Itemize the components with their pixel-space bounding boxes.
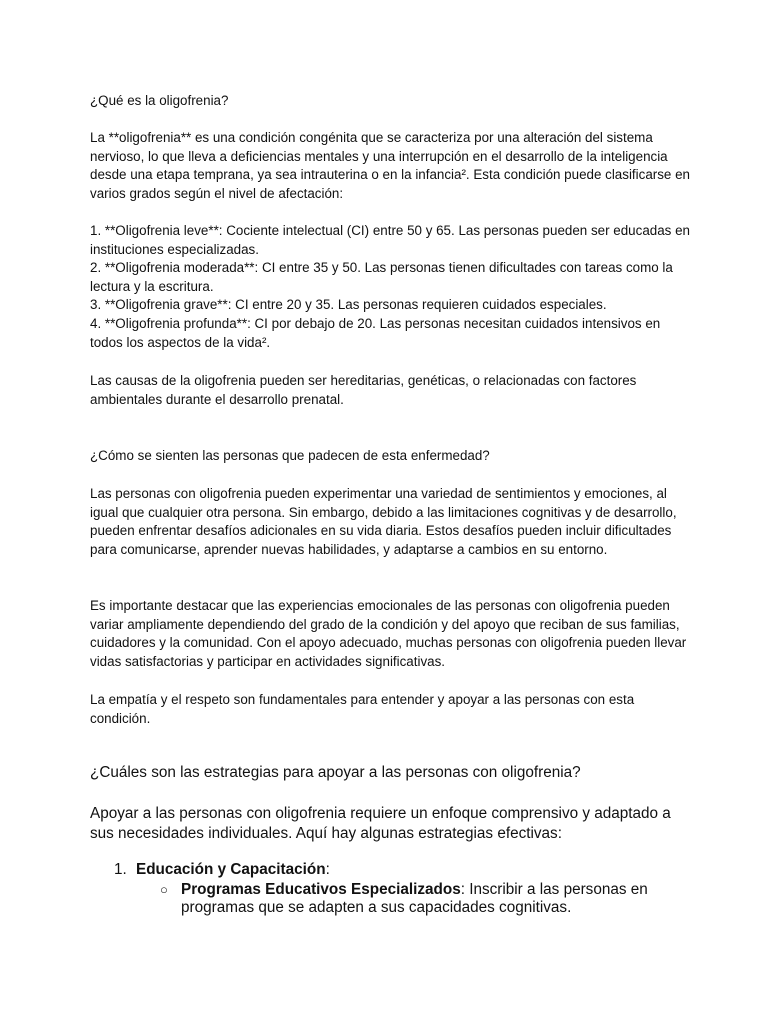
grades-list <box>90 222 690 352</box>
grade-item: 1. **Oligofrenia leve**: Cociente intelectual (CI) entre 50 y 65. Las personas pueden ser educadas en instituciones especializadas. <box>90 223 690 257</box>
circle-bullet-icon: ○ <box>160 882 168 897</box>
feelings-paragraph-3: La empatía y el respeto son fundamentales para entender y apoyar a las personas con esta condición. <box>90 692 635 726</box>
causes-paragraph: Las causas de la oligofrenia pueden ser hereditarias, genéticas, o relacionadas con factores ambientales durante el desarrollo prenatal. <box>90 373 637 407</box>
strategies-intro: Apoyar a las personas con oligofrenia requiere un enfoque comprensivo y adaptado a sus necesidades individuales. Aquí hay algunas estrategias efectivas: <box>90 805 671 842</box>
grade-item: 2. **Oligofrenia moderada**: CI entre 35 y 50. Las personas tienen dificultades con tareas como la lectura y la escritura. <box>90 260 673 294</box>
section-heading-what-is: ¿Qué es la oligofrenia? <box>90 93 229 108</box>
sub-item-title: Programas Educativos Especializados <box>181 881 461 898</box>
list-item-suffix: : <box>325 861 330 878</box>
feelings-paragraph-2: Es importante destacar que las experiencias emocionales de las personas con oligofrenia pueden variar ampliamente dependiendo del grado de la condición y del apoyo que reciban de sus familias, cuidadores y la comunidad. Con el apoyo adecuado, muchas personas con oligofrenia pueden llevar vidas satisfactorias y participar en actividades significativas. <box>90 598 687 669</box>
sub-list-item <box>90 881 690 917</box>
intro-paragraph: La **oligofrenia** es una condición congénita que se caracteriza por una alteración del sistema nervioso, lo que lleva a deficiencias mentales y una interrupción en el desarrollo de la inteligencia desde una etapa temprana, ya sea intrauterina o en la infancia². Esta condición puede clasificarse en varios grados según el nivel de afectación: <box>90 130 690 201</box>
section-heading-strategies: ¿Cuáles son las estrategias para apoyar a las personas con oligofrenia? <box>90 764 581 781</box>
grade-item: 4. **Oligofrenia profunda**: CI por debajo de 20. Las personas necesitan cuidados intensivos en todos los aspectos de la vida². <box>90 315 661 350</box>
list-item-title: Educación y Capacitación <box>136 861 326 878</box>
sub-item-text: : Inscribir a las personas en programas que se adapten a sus capacidades cognitivas. <box>181 881 648 916</box>
list-number: 1. <box>114 861 127 878</box>
section-heading-feelings: ¿Cómo se sienten las personas que padecen de esta enfermedad? <box>90 448 490 463</box>
grade-item: 3. **Oligofrenia grave**: CI entre 20 y 35. Las personas requieren cuidados especiales. <box>90 297 607 313</box>
strategies-list <box>90 861 690 917</box>
list-item <box>90 861 690 879</box>
feelings-paragraph-1: Las personas con oligofrenia pueden experimentar una variedad de sentimientos y emociones, al igual que cualquier otra persona. Sin embargo, debido a las limitaciones cognitivas y de desarrollo, pueden enfrentar desafíos adicionales en su vida diaria. Estos desafíos pueden incluir dificultades para comunicarse, aprender nuevas habilidades, y adaptarse a cambios en su entorno. <box>90 486 677 557</box>
